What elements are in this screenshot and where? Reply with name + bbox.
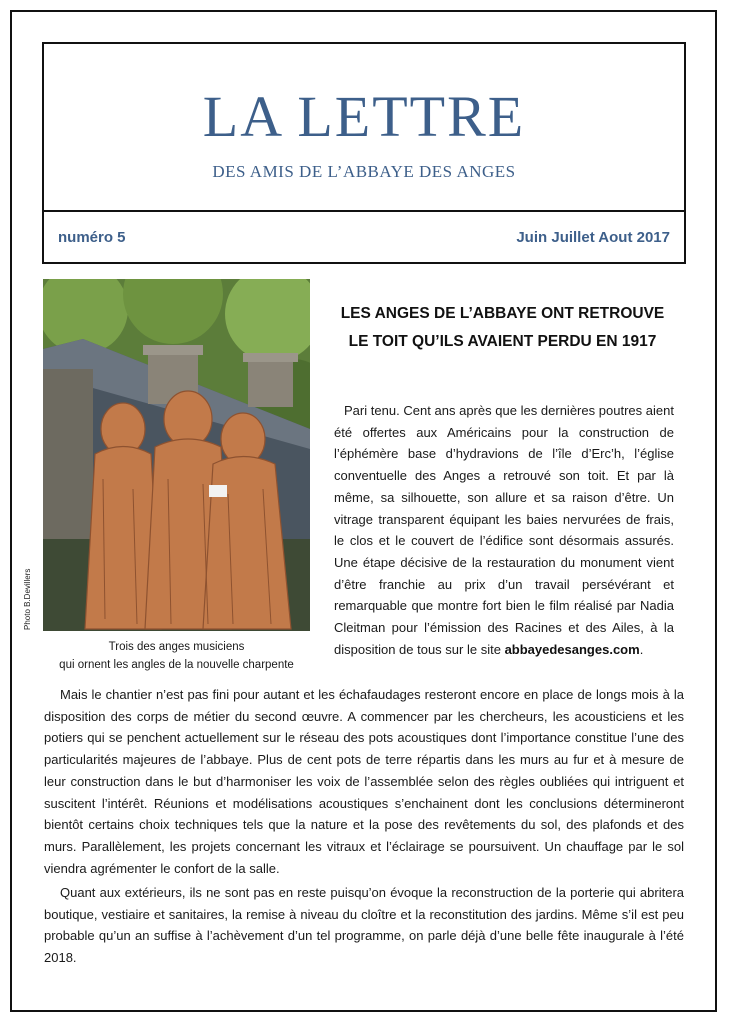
masthead: [42, 42, 686, 212]
headline-line-1: LES ANGES DE L’ABBAYE ONT RETROUVE: [340, 305, 665, 322]
issue-date: Juin Juillet Aout 2017: [516, 228, 670, 246]
photo-credit: Photo B.Devillers: [23, 568, 32, 630]
paragraph-3: Quant aux extérieurs, ils ne sont pas en reste puisqu’on évoque la reconstruction de la porterie qui abritera boutique, vestiaire et sanitaires, la remise à niveau du cloître et la reconstitution des jardins. Même s’il est peu probable qu’un an suffise à l’achèvement d’un tel programme, on parle déjà d’une belle fête inaugurale à l’été 2018.: [44, 885, 684, 966]
issue-bar: [42, 212, 686, 264]
masthead-title: LA LETTRE: [202, 84, 526, 149]
headline-line-2: LE TOIT QU’ILS AVAIENT PERDU EN 1917: [348, 333, 657, 350]
photo-caption: [43, 638, 310, 674]
caption-line-2: qui ornent les angles de la nouvelle charpente: [59, 659, 294, 671]
issue-number: numéro 5: [58, 228, 126, 246]
lead-text: Pari tenu. Cent ans après que les dernières poutres aient été offertes aux Américains pour la construction de l’éphémère base d’hydravions de l’île d’Erc’h, l’église conventuelle des Anges a retrouvé son toit. Et par là même, sa silhouette, son allure et sa raison d’être. Un vitrage transparent équipant les baies nervurées de frais, le clos et le couvert de l’édifice sont désormais assurés. Une étape décisive de la restauration du monument vient d’être franchie au prix d’un travail persévérant et remarquable que montre fort bien le film réalisé par Nadia Cleitman pour l’émission des Racines et des Ailes, à la disposition de tous sur le site: [334, 403, 674, 657]
site-link[interactable]: abbayedesanges.com: [504, 641, 640, 657]
lead-paragraph: Pari tenu. Cent ans après que les dernières poutres aient été offertes aux Américains pour la construction de l’éphémère base d’hydravions de l’île d’Erc’h, l’église conventuelle des Anges a retrouvé son toit. Et par là même, sa silhouette, son allure et sa raison d’être. Un vitrage transparent équipant les baies nervurées de frais, le clos et le couvert de l’édifice sont désormais assurés. Une étape décisive de la restauration du monument vient d’être franchie au prix d’un travail persévérant et remarquable que montre fort bien le film réalisé par Nadia Cleitman pour l’émission des Racines et des Ailes, à la disposition de tous sur le site abbayedesanges.com.: [334, 403, 674, 657]
angels-photo-illustration: [43, 279, 310, 631]
angels-photo: [43, 279, 310, 631]
paragraph-2: Mais le chantier n’est pas fini pour autant et les échafaudages resteront encore en place de longs mois à la disposition des corps de métier du second œuvre. A commencer par les chercheurs, les acousticiens et les potiers qui se penchent actuellement sur le réseau des pots acoustiques dont l’importance constitue l’une des particularités majeures de l’abbaye. Plus de cent pots de terre répartis dans les murs au fur et à mesure de leur construction dans le but d’harmoniser les voix de l’assemblée selon des règles oubliées qui intriguent et suscitent l’intérêt. Réunions et modélisations acoustiques s’enchainent dont les conclusions détermineront bientôt certains choix techniques tels que la nature et la pose des revêtements du sol, des plafonds et des murs. Parallèlement, les projets concernant les vitraux et l’éclairage se poursuivent. Un chauffage par le sol viendra agrémenter le confort de la salle.: [44, 687, 684, 876]
caption-line-1: Trois des anges musiciens: [108, 641, 245, 653]
masthead-subtitle: DES AMIS DE L’ABBAYE DES ANGES: [212, 162, 516, 181]
article-headline: [330, 300, 675, 356]
